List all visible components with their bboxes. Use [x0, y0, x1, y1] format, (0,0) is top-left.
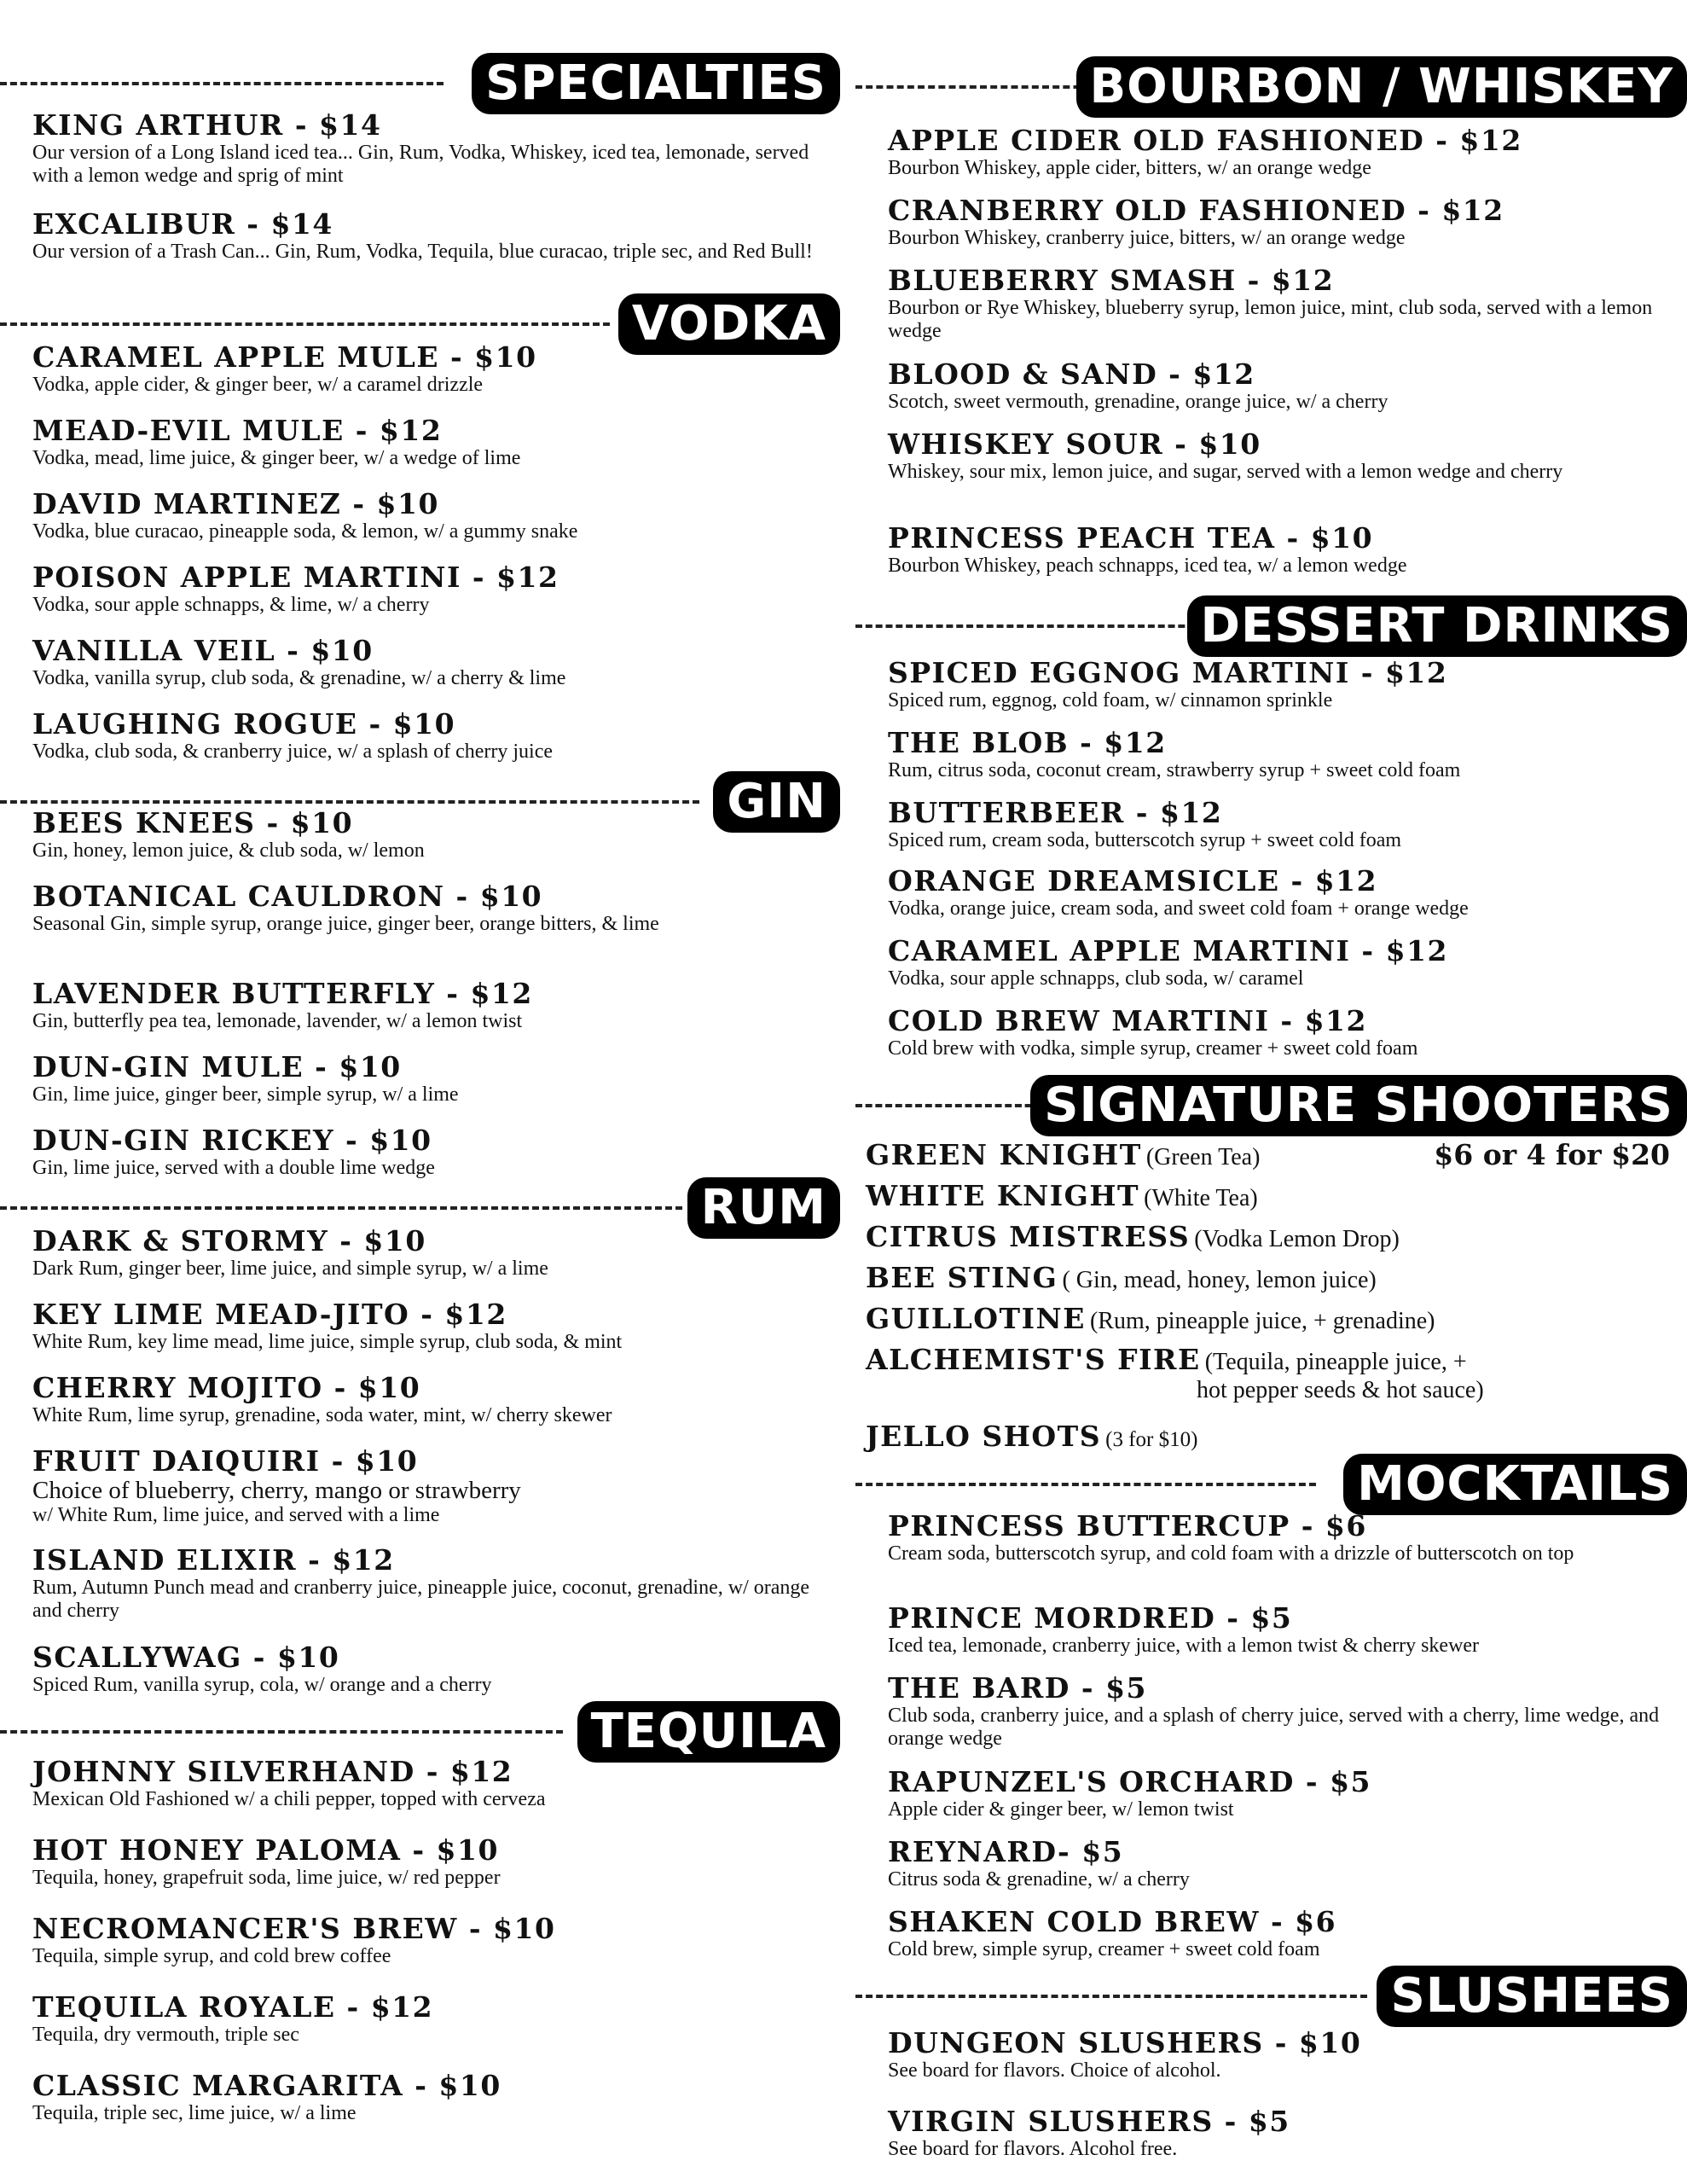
item-desc: Gin, lime juice, served with a double lime wedge — [32, 1157, 435, 1179]
item-name: DARK & STORMY - $10 — [32, 1224, 426, 1258]
item-name: BEES KNEES - $10 — [32, 806, 354, 839]
item-desc: Seasonal Gin, simple syrup, orange juice, ginger beer, orange bitters, & lime — [32, 913, 659, 935]
item-name: APPLE CIDER OLD FASHIONED - $12 — [888, 124, 1522, 157]
item-name: REYNARD- $5 — [888, 1835, 1124, 1868]
item-desc: Cold brew, simple syrup, creamer + sweet cold foam — [888, 1938, 1320, 1960]
menu-item — [32, 488, 826, 543]
item-name: BOTANICAL CAULDRON - $10 — [32, 880, 543, 913]
item-name: POISON APPLE MARTINI - $12 — [32, 561, 559, 594]
item-desc: Tequila, dry vermouth, triple sec — [32, 2024, 299, 2046]
shooter-item — [866, 1343, 1677, 1376]
item-name: LAUGHING ROGUE - $10 — [32, 707, 456, 741]
shooter-item — [866, 1302, 1677, 1335]
item-desc: Bourbon Whiskey, apple cider, bitters, w/ an orange wedge — [888, 157, 1371, 179]
item-name: DAVID MARTINEZ - $10 — [32, 487, 439, 520]
item-desc: Scotch, sweet vermouth, grenadine, orange juice, w/ a cherry — [888, 391, 1388, 413]
menu-item — [888, 1005, 1673, 1060]
shooter-note: hot pepper seeds & hot sauce) — [1197, 1377, 1484, 1403]
item-desc: Vodka, mead, lime juice, & ginger beer, w/ a wedge of lime — [32, 447, 521, 469]
shooter-name: WHITE KNIGHT — [866, 1179, 1140, 1212]
item-desc: Rum, citrus soda, coconut cream, strawberry syrup + sweet cold foam — [888, 759, 1461, 781]
item-name: CRANBERRY OLD FASHIONED - $12 — [888, 194, 1504, 227]
shooter-name: BEE STING — [866, 1261, 1058, 1294]
menu-item — [32, 561, 826, 617]
menu-item — [888, 1766, 1673, 1821]
item-name: SPICED EGGNOG MARTINI - $12 — [888, 656, 1448, 689]
item-desc: Bourbon Whiskey, peach schnapps, iced tea, w/ a lemon wedge — [888, 555, 1407, 577]
shooter-note: (White Tea) — [1144, 1185, 1258, 1211]
shooter-note: (Tequila, pineapple juice, + — [1204, 1349, 1467, 1375]
item-desc: Gin, lime juice, ginger beer, simple syrup, w/ a lime — [32, 1083, 459, 1106]
dashed-divider — [0, 800, 699, 804]
menu-item — [32, 2070, 826, 2125]
dashed-divider — [855, 1104, 1052, 1107]
item-desc: Gin, honey, lemon juice, & club soda, w/ lemon — [32, 839, 425, 862]
item-name: CARAMEL APPLE MULE - $10 — [32, 340, 537, 374]
shooter-note: (Rum, pineapple juice, + grenadine) — [1089, 1308, 1435, 1334]
item-desc: Dark Rum, ginger beer, lime juice, and simple syrup, w/ a lime — [32, 1258, 548, 1280]
item-desc: Vodka, apple cider, & ginger beer, w/ a caramel drizzle — [32, 374, 484, 396]
menu-item — [888, 1602, 1673, 1658]
item-desc: See board for flavors. Alcohol free. — [888, 2138, 1178, 2160]
item-desc: Spiced rum, eggnog, cold foam, w/ cinnamon sprinkle — [888, 689, 1333, 712]
item-desc: White Rum, key lime mead, lime juice, simple syrup, club soda, & mint — [32, 1331, 623, 1353]
item-name: PRINCE MORDRED - $5 — [888, 1601, 1293, 1635]
item-desc: Vodka, blue curacao, pineapple soda, & lemon, w/ a gummy snake — [32, 520, 578, 543]
menu-item — [888, 195, 1673, 250]
item-desc: Vodka, club soda, & cranberry juice, w/ a splash of cherry juice — [32, 741, 554, 763]
menu-item — [32, 1913, 826, 1968]
menu-item — [888, 657, 1673, 712]
menu-item — [32, 1834, 826, 1890]
section-bourbon-whiskey — [855, 53, 1687, 121]
item-desc: w/ White Rum, lime juice, and served with a lime — [32, 1504, 440, 1526]
shooters-price: $6 or 4 for $20 — [1434, 1138, 1670, 1171]
item-name: DUN-GIN MULE - $10 — [32, 1050, 402, 1083]
item-name: THE BLOB - $12 — [888, 726, 1167, 759]
item-name: KING ARTHUR - $14 — [32, 108, 382, 142]
menu-item — [888, 522, 1673, 578]
menu-item — [888, 935, 1673, 990]
shooter-item — [866, 1420, 1677, 1453]
menu-item — [888, 797, 1673, 852]
item-desc: Whiskey, sour mix, lemon juice, and sugar, served with a lemon wedge and cherry — [888, 461, 1563, 483]
menu-item — [888, 1836, 1673, 1891]
menu-item — [32, 1641, 826, 1697]
menu-item — [32, 1124, 826, 1180]
item-name: TEQUILA ROYALE - $12 — [32, 1990, 434, 2024]
item-name: ISLAND ELIXIR - $12 — [32, 1543, 395, 1577]
section-title-mocktails: MOCKTAILS — [1343, 1454, 1687, 1515]
section-specialties — [0, 49, 840, 118]
item-name: DUNGEON SLUSHERS - $10 — [888, 2026, 1362, 2059]
menu-item — [32, 1991, 826, 2047]
item-desc: Bourbon or Rye Whiskey, blueberry syrup, lemon juice, mint, club soda, served with a lemon wedge — [888, 297, 1653, 342]
item-desc: Gin, butterfly pea tea, lemonade, lavender, w/ a lemon twist — [32, 1010, 523, 1032]
dashed-divider — [0, 82, 443, 85]
menu-item — [32, 1544, 826, 1623]
item-desc: Cold brew with vodka, simple syrup, creamer + sweet cold foam — [888, 1037, 1418, 1060]
menu-item — [888, 2027, 1673, 2082]
item-name: VIRGIN SLUSHERS - $5 — [888, 2105, 1290, 2138]
menu-item — [32, 109, 826, 188]
shooter-note: ( Gin, mead, honey, lemon juice) — [1062, 1267, 1377, 1293]
shooter-name: GREEN KNIGHT — [866, 1138, 1142, 1171]
menu-item — [888, 1672, 1673, 1751]
menu-item — [32, 1051, 826, 1107]
item-desc: Spiced rum, cream soda, butterscotch syrup + sweet cold foam — [888, 829, 1402, 851]
menu-item — [888, 727, 1673, 782]
item-name: KEY LIME MEAD-JITO - $12 — [32, 1298, 507, 1331]
item-desc: Tequila, triple sec, lime juice, w/ a lime — [32, 2102, 357, 2124]
item-desc: Apple cider & ginger beer, w/ lemon twist — [888, 1798, 1234, 1821]
item-desc: Our version of a Trash Can... Gin, Rum, Vodka, Tequila, blue curacao, triple sec, and Red Bull! — [32, 241, 813, 263]
menu-item — [888, 1906, 1673, 1961]
shooter-note: (Vodka Lemon Drop) — [1194, 1226, 1400, 1252]
menu-item — [32, 1225, 826, 1281]
dashed-divider — [0, 1730, 563, 1734]
section-title-vodka: VODKA — [618, 293, 840, 355]
section-slushees — [855, 1962, 1687, 2030]
menu-item — [32, 708, 826, 764]
item-name: THE BARD - $5 — [888, 1671, 1148, 1705]
shooter-name: JELLO SHOTS — [866, 1420, 1102, 1453]
item-name: FRUIT DAIQUIRI - $10 — [32, 1444, 419, 1478]
menu-item — [888, 125, 1673, 180]
section-signature-shooters — [855, 1072, 1687, 1140]
item-name: LAVENDER BUTTERFLY - $12 — [32, 977, 533, 1010]
menu-item — [32, 1372, 826, 1427]
item-desc: Our version of a Long Island iced tea... Gin, Rum, Vodka, Whiskey, iced tea, lemonade, served with a lemon wedge and sprig of mint — [32, 142, 809, 187]
shooter-item — [866, 1138, 1677, 1171]
item-desc: Vodka, orange juice, cream soda, and sweet cold foam + orange wedge — [888, 897, 1469, 920]
section-title-rum: RUM — [687, 1177, 840, 1239]
item-desc: See board for flavors. Choice of alcohol. — [888, 2059, 1221, 2082]
menu-item — [32, 415, 826, 470]
menu-item — [888, 264, 1673, 343]
menu-item — [32, 807, 826, 863]
dashed-divider — [855, 1995, 1367, 1998]
item-desc: Bourbon Whiskey, cranberry juice, bitters, w/ an orange wedge — [888, 227, 1406, 249]
item-name: JOHNNY SILVERHAND - $12 — [32, 1755, 513, 1788]
menu-item — [32, 208, 826, 264]
section-title-signature-shooters: SIGNATURE SHOOTERS — [1030, 1075, 1687, 1136]
item-name: PRINCESS PEACH TEA - $10 — [888, 521, 1374, 555]
item-desc: Spiced Rum, vanilla syrup, cola, w/ orange and a cherry — [32, 1674, 492, 1696]
menu-item — [32, 635, 826, 690]
item-name: BUTTERBEER - $12 — [888, 796, 1223, 829]
menu-item — [32, 1756, 826, 1811]
item-name: CHERRY MOJITO - $10 — [32, 1371, 421, 1404]
shooter-note-continued — [1197, 1377, 1677, 1404]
item-name: SHAKEN COLD BREW - $6 — [888, 1905, 1337, 1938]
menu-item — [888, 428, 1673, 484]
item-desc: Tequila, honey, grapefruit soda, lime juice, w/ red pepper — [32, 1867, 501, 1889]
menu-item — [888, 2106, 1673, 2161]
section-title-specialties: SPECIALTIES — [472, 53, 840, 114]
item-desc-large: Choice of blueberry, cherry, mango or strawberry — [32, 1477, 521, 1504]
shooter-note: (3 for $10) — [1105, 1428, 1198, 1451]
dashed-divider — [855, 1483, 1316, 1486]
item-name: BLUEBERRY SMASH - $12 — [888, 264, 1335, 297]
shooter-name: GUILLOTINE — [866, 1302, 1086, 1335]
section-dessert-drinks — [855, 592, 1687, 660]
item-desc: Rum, Autumn Punch mead and cranberry juice, pineapple juice, coconut, grenadine, w/ orange and cherry — [32, 1577, 810, 1622]
menu-item — [32, 978, 826, 1033]
item-desc: White Rum, lime syrup, grenadine, soda water, mint, w/ cherry skewer — [32, 1404, 612, 1426]
item-name: HOT HONEY PALOMA - $10 — [32, 1833, 499, 1867]
item-name: WHISKEY SOUR - $10 — [888, 427, 1261, 461]
section-mocktails — [855, 1450, 1687, 1519]
shooter-item — [866, 1179, 1677, 1212]
item-desc: Vodka, vanilla syrup, club soda, & grenadine, w/ a cherry & lime — [32, 667, 566, 689]
section-title-tequila: TEQUILA — [577, 1701, 840, 1763]
menu-item — [888, 1510, 1673, 1565]
menu-item — [888, 865, 1673, 921]
item-desc: Vodka, sour apple schnapps, & lime, w/ a cherry — [32, 594, 430, 616]
item-name: NECROMANCER'S BREW - $10 — [32, 1912, 556, 1945]
item-name: PRINCESS BUTTERCUP - $6 — [888, 1509, 1367, 1542]
item-desc: Iced tea, lemonade, cranberry juice, with a lemon twist & cherry skewer — [888, 1635, 1480, 1657]
item-name: ORANGE DREAMSICLE - $12 — [888, 864, 1378, 897]
item-name: BLOOD & SAND - $12 — [888, 357, 1255, 391]
section-title-dessert-drinks: DESSERT DRINKS — [1187, 595, 1687, 657]
shooter-note: (Green Tea) — [1145, 1144, 1261, 1170]
item-name: CARAMEL APPLE MARTINI - $12 — [888, 934, 1448, 967]
item-desc: Mexican Old Fashioned w/ a chili pepper, topped with cerveza — [32, 1788, 546, 1810]
item-name: SCALLYWAG - $10 — [32, 1641, 340, 1674]
shooter-item — [866, 1261, 1677, 1294]
shooter-item — [866, 1220, 1677, 1253]
item-desc: Vodka, sour apple schnapps, club soda, w/ caramel — [888, 967, 1304, 990]
shooter-name: ALCHEMIST'S FIRE — [866, 1343, 1201, 1376]
item-name: COLD BREW MARTINI - $12 — [888, 1004, 1367, 1037]
item-desc: Citrus soda & grenadine, w/ a cherry — [888, 1868, 1190, 1891]
item-desc: Club soda, cranberry juice, and a splash of cherry juice, served with a cherry, lime wedge, and orange wedge — [888, 1705, 1660, 1750]
section-title-gin: GIN — [713, 771, 840, 833]
item-name: VANILLA VEIL - $10 — [32, 634, 374, 667]
shooter-name: CITRUS MISTRESS — [866, 1220, 1191, 1253]
menu-item — [32, 341, 826, 397]
section-title-slushees: SLUSHEES — [1377, 1966, 1687, 2027]
item-desc: Cream soda, butterscotch syrup, and cold foam with a drizzle of butterscotch on top — [888, 1542, 1574, 1565]
item-name: MEAD-EVIL MULE - $12 — [32, 414, 443, 447]
menu-item — [888, 358, 1673, 414]
item-name: DUN-GIN RICKEY - $10 — [32, 1124, 432, 1157]
dashed-divider — [855, 85, 1111, 89]
menu-item — [32, 880, 826, 936]
item-name: RAPUNZEL'S ORCHARD - $5 — [888, 1765, 1372, 1798]
item-desc: Tequila, simple syrup, and cold brew coffee — [32, 1945, 391, 1967]
item-name: CLASSIC MARGARITA - $10 — [32, 2069, 501, 2102]
menu-item — [32, 1445, 826, 1527]
dashed-divider — [0, 1206, 682, 1210]
dashed-divider — [855, 624, 1205, 628]
item-name: EXCALIBUR - $14 — [32, 207, 333, 241]
dashed-divider — [0, 322, 610, 326]
menu-item — [32, 1298, 826, 1354]
section-title-bourbon-whiskey: BOURBON / WHISKEY — [1076, 56, 1687, 118]
